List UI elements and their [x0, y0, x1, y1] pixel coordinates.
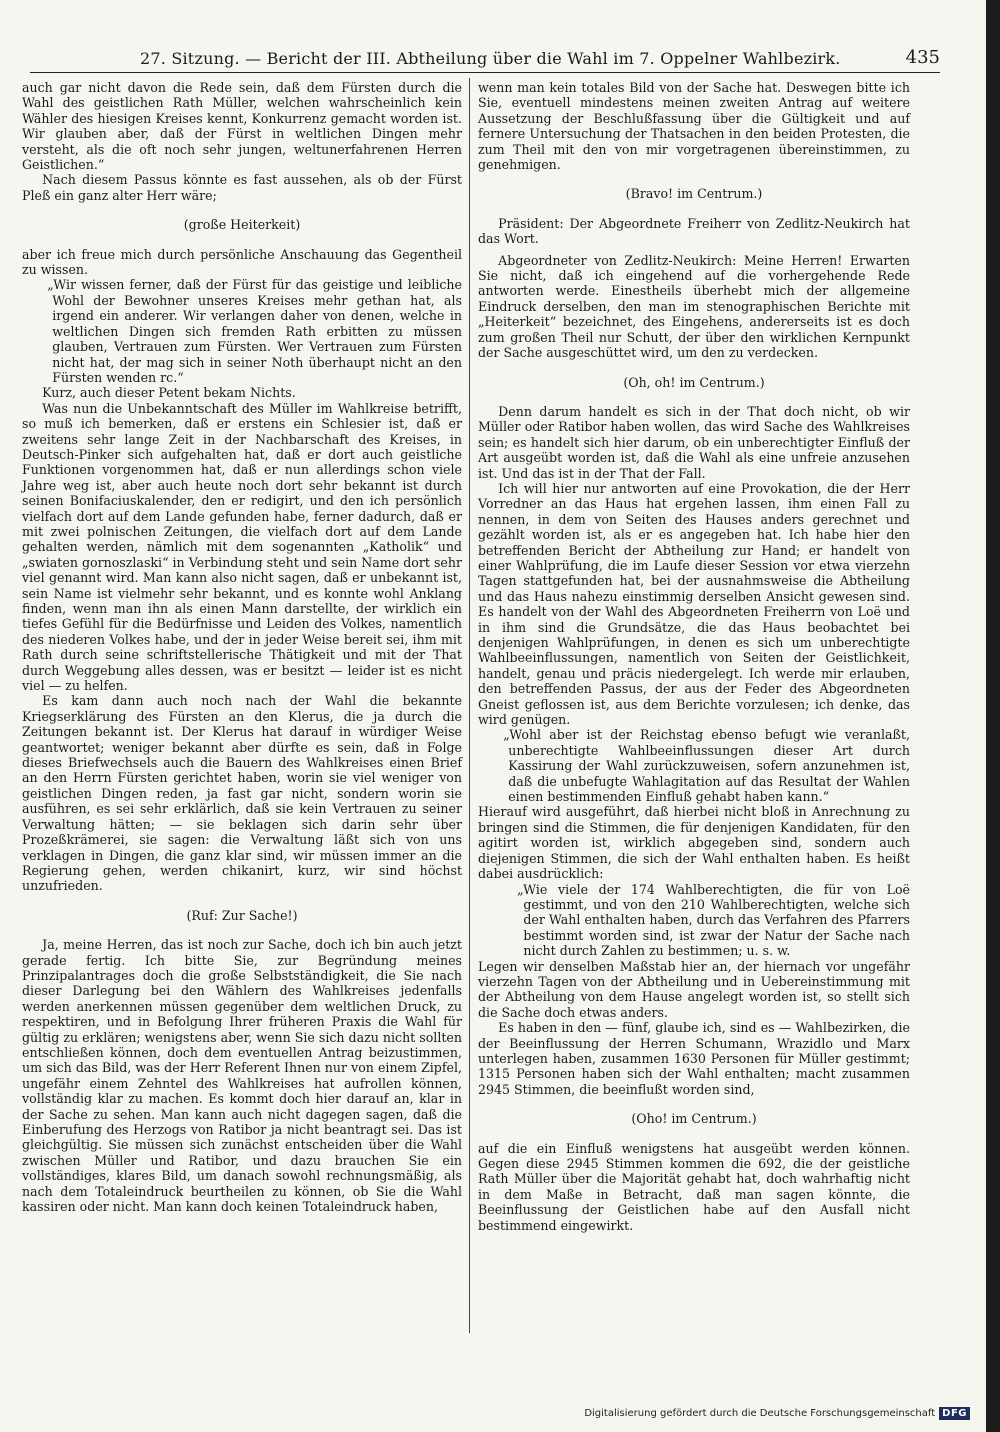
- paragraph: Präsident: Der Abgeordnete Freiherr von Zedlitz-Neukirch hat das Wort.: [478, 215, 910, 247]
- scan-edge: [986, 0, 1000, 1432]
- page-header: [30, 40, 940, 73]
- interjection: (Oho! im Centrum.): [631, 1111, 757, 1127]
- quotation: „Wie viele der 174 Wahlberechtigten, die für von Loë gestimmt, und von den 210 Wahlberechtigten, welche sich der Wahl enthalten haben, durch das Verfahren des Pfarrers bestimmt worden sind, ist zwar der Natur der Sache nach nicht durch Zahlen zu bestimmen; u. s. w.: [517, 881, 910, 959]
- paragraph: Nach diesem Passus könnte es fast aussehen, als ob der Fürst Pleß ein ganz alter Herr wäre;: [22, 172, 462, 203]
- paragraph: auf die ein Einfluß wenigstens hat ausgeübt werden können. Gegen diese 2945 Stimmen kommen die 692, die der geistliche Rath Müller über die Majorität gehabt hat, doch wahrhaftig nicht in dem Maße in Betracht, daß man sagen könnte, die Beeinflussung der Geistlichen habe auf den Ausfall nicht bestimmend eingewirkt.: [478, 1140, 910, 1233]
- paragraph: Ich will hier nur antworten auf eine Provokation, die der Herr Vorredner an das Haus hat ergehen lassen, ihm einen Fall zu nennen, in dem von Seiten des Hauses anders gerechnet und gezählt worden ist, als er es angegeben hat. Ich habe hier den betreffenden Bericht der Abtheilung zur Hand; er handelt von einer Wahlprüfung, die im Laufe dieser Session vor etwa vierzehn Tagen stattgefunden hat, bei der ausnahmsweise die Abtheilung und das Haus nahezu einstimmig derselben Ansicht gewesen sind. Es handelt von der Wahl des Abgeordneten Freiherrn von Loë und in ihm sind die Grundsätze, die das Haus beobachtet bei denjenigen Wahlprüfungen, in denen es sich um unberechtigte Wahlbeeinflussungen, namentlich von Seiten der Geistlichkeit, handelt, genau und präcis niedergelegt. Ich werde mir erlauben, den betreffenden Passus, der aus der Feder des Abgeordneten Gneist geflossen ist, aus dem Berichte vorzulesen; ich denke, das wird genügen.: [478, 480, 910, 728]
- quotation: „Wohl aber ist der Reichstag ebenso befugt wie veranlaßt, unberechtigte Wahlbeeinflussungen dieser Art durch Kassirung der Wahl zurückzuweisen, sofern anzunehmen ist, daß die unbefugte Wahlagitation auf das Resultat der Wahlen einen bestimmenden Einfluß gehabt haben kann.“: [503, 727, 910, 805]
- paragraph: Was nun die Unbekanntschaft des Müller im Wahlkreise betrifft, so muß ich bemerken, daß er erstens ein Schlesier ist, daß er zweitens sehr lange Zeit in der Nachbarschaft des Kreises, in Deutsch-Pinker sich aufgehalten hat, daß er dort auch geistliche Funktionen vorgenommen hat, daß er nun allerdings schon viele Jahre weg ist, aber auch heute noch dort sehr bekannt ist durch seinen Bonifaciuskalender, den er redigirt, und den ich persönlich vielfach dort auf dem Lande gefunden habe, ferner dadurch, daß er mit zwei polnischen Zeitungen, die vielfach dort auf dem Lande gehalten werden, nämlich mit dem sogenannten „Katholik“ und „swiaten gornoszlaski“ in Verbindung steht und sein Name dort sehr viel genannt wird. Man kann also nicht sagen, daß er unbekannt ist, sein Name ist vielmehr sehr bekannt, und es konnte wohl Anklang finden, wenn man ihn als einen Mann darstellte, der wirklich ein tiefes Gefühl für die Bedürfnisse und Leiden des Volkes, namentlich des niederen Volkes habe, und der in jeder Weise bereit sei, ihm mit Rath durch seine schriftstellerische Thätigkeit und mit der That durch Weggebung alles dessen, was er besitzt — leider ist es nicht viel — zu helfen.: [22, 400, 462, 694]
- digitization-credit: [584, 1407, 970, 1420]
- paragraph: aber ich freue mich durch persönliche Anschauung das Gegentheil zu wissen.: [22, 246, 462, 278]
- page-number: 435: [905, 47, 940, 68]
- interjection: (große Heiterkeit): [183, 217, 301, 233]
- left-column: [22, 80, 462, 1214]
- running-title: 27. Sitzung. — Bericht der III. Abtheilung über die Wahl im 7. Oppelner Wahlbezirk.: [140, 49, 841, 68]
- paragraph: Es haben in den — fünf, glaube ich, sind es — Wahlbezirken, die der Beeinflussung der Herren Schumann, Wrazidlo und Marx unterlegen haben, zusammen 1630 Personen für Müller gestimmt; 1315 Personen haben sich der Wahl enthalten; macht zusammen 2945 Stimmen, die beeinflußt worden sind,: [478, 1020, 910, 1097]
- paragraph: Kurz, auch dieser Petent bekam Nichts.: [42, 385, 296, 401]
- paragraph: Denn darum handelt es sich in der That doch nicht, ob wir Müller oder Ratibor haben wollen, das wird Sache des Wahlkreises sein; es handelt sich hier darum, ob ein unberechtigter Einfluß der Art ausgeübt worden ist, daß die Wahl als eine unfreie anzusehen ist. Und das ist in der That der Fall.: [478, 403, 910, 481]
- paragraph: Abgeordneter von Zedlitz-Neukirch: Meine Herren! Erwarten Sie nicht, daß ich eingehend auf die vorhergehende Rede antworten werde. Einestheils überhebt mich der allgemeine Eindruck derselben, den man im stenographischen Berichte mit „Heiterkeit“ bezeichnet, des Eingehens, andererseits ist es doch zum großen Theil nur Schutt, der über den wirklichen Kernpunkt der Sache ausgeschüttet wird, um den zu verdecken.: [478, 252, 910, 361]
- interjection: (Oh, oh! im Centrum.): [623, 374, 765, 390]
- paragraph: Ja, meine Herren, das ist noch zur Sache, doch ich bin auch jetzt gerade fertig. Ich bitte Sie, zur Begründung meines Prinzipalantrages doch die große Selbstständigkeit, die Sie nach dieser Darlegung bei den Wählern des Wahlkreises jedenfalls werden anerkennen müssen gegenüber dem weltlichen Druck, zu respektiren, und in Befolgung Ihrer früheren Praxis die Wahl für gültig zu erklären; wenigstens aber, wenn Sie sich dazu nicht sollten entschließen können, doch dem eventuellen Antrag beizustimmen, um sich das Bild, was der Herr Referent Ihnen nur von einem Zipfel, ungefähr einem Zehntel des Wahlkreises hat aufrollen können, vollständig klar zu machen. Es kommt doch hier darauf an, klar in der Sache zu sehen. Man kann auch nicht dagegen sagen, daß die Einberufung des Herzogs von Ratibor ja nicht beantragt sei. Das ist gleichgültig. Sie müssen sich zunächst entscheiden über die Wahl zwischen Müller und Ratibor, und dazu brauchen Sie ein vollständiges, klares Bild, um danach sowohl rechnungsmäßig, als nach dem Totaleindruck beurtheilen zu können, ob Sie die Wahl kassiren oder nicht. Man kann doch keinen Totaleindruck haben,: [22, 937, 462, 1215]
- paragraph: Es kam dann auch noch nach der Wahl die bekannte Kriegserklärung des Fürsten an den Klerus, die ja durch die Zeitungen bekannt ist. Der Klerus hat darauf in würdiger Weise geantwortet; weniger bekannt aber dürfte es sein, daß in Folge dieses Briefwechsels auch die Bauern des Wahlkreises einen Brief an den Herrn Fürsten gerichtet haben, worin sie viel weniger von geistlichen Dingen reden, ja fast gar nicht, sondern worin sie ausführen, es sei sehr erklärlich, daß sie kein Vertrauen zu seiner Verwaltung hätten; — sie beklagen sich darin sehr über Prozeßkrämerei, sie sagen: die Verwaltung läßt sich von uns verklagen in Dingen, die ganz klar sind, wir müssen immer an die Regierung gehen, werden chikanirt, kurz, wir sind höchst unzufrieden.: [22, 693, 462, 894]
- credit-text: Digitalisierung gefördert durch die Deutsche Forschungsgemeinschaft: [584, 1408, 936, 1419]
- paragraph: wenn man kein totales Bild von der Sache hat. Deswegen bitte ich Sie, eventuell mindestens meinen zweiten Antrag auf weitere Aussetzung der Beschlußfassung über die Gültigkeit und auf fernere Untersuchung der Thatsachen in den beiden Protesten, die zum Theil mit den von mir vorgetragenen übereinstimmen, zu genehmigen.: [478, 80, 910, 173]
- right-column: [478, 80, 910, 1233]
- paragraph: auch gar nicht davon die Rede sein, daß dem Fürsten durch die Wahl des geistlichen Rath Müller, welchen wahrscheinlich kein Wähler des hiesigen Kreises kennt, Konkurrenz gemacht worden ist. Wir glauben aber, daß der Fürst in weltlichen Dingen mehr versteht, als die oft noch sehr jungen, weltunerfahrenen Herren Geistlichen.“: [22, 80, 462, 173]
- quotation: „Wir wissen ferner, daß der Fürst für das geistige und leibliche Wohl der Bewohner unseres Kreises mehr gethan hat, als irgend ein anderer. Wir verlangen daher von denen, welche in weltlichen Dingen sich fremden Rath erbitten zu müssen glauben, Vertrauen zum Fürsten. Wer Vertrauen zum Fürsten nicht hat, der mag sich in seiner Noth überhaupt nicht an den Fürsten wenden rc.“: [47, 277, 462, 385]
- interjection: (Bravo! im Centrum.): [625, 186, 763, 202]
- interjection: (Ruf: Zur Sache!): [186, 907, 298, 923]
- paragraph: Legen wir denselben Maßstab hier an, der hiernach vor ungefähr vierzehn Tagen von der Abtheilung und in Uebereinstimmung mit der Abtheilung von dem Hause angelegt worden ist, so stellt sich die Sache doch etwas anders.: [478, 958, 910, 1020]
- paragraph: Hierauf wird ausgeführt, daß hierbei nicht bloß in Anrechnung zu bringen sind die Stimmen, die für denjenigen Kandidaten, für den agitirt worden ist, wirklich abgegeben sind, sondern auch diejenigen Stimmen, die sich der Wahl enthalten haben. Es heißt dabei ausdrücklich:: [478, 804, 910, 882]
- column-divider: [469, 78, 470, 1333]
- dfg-logo-icon: DFG: [939, 1407, 970, 1420]
